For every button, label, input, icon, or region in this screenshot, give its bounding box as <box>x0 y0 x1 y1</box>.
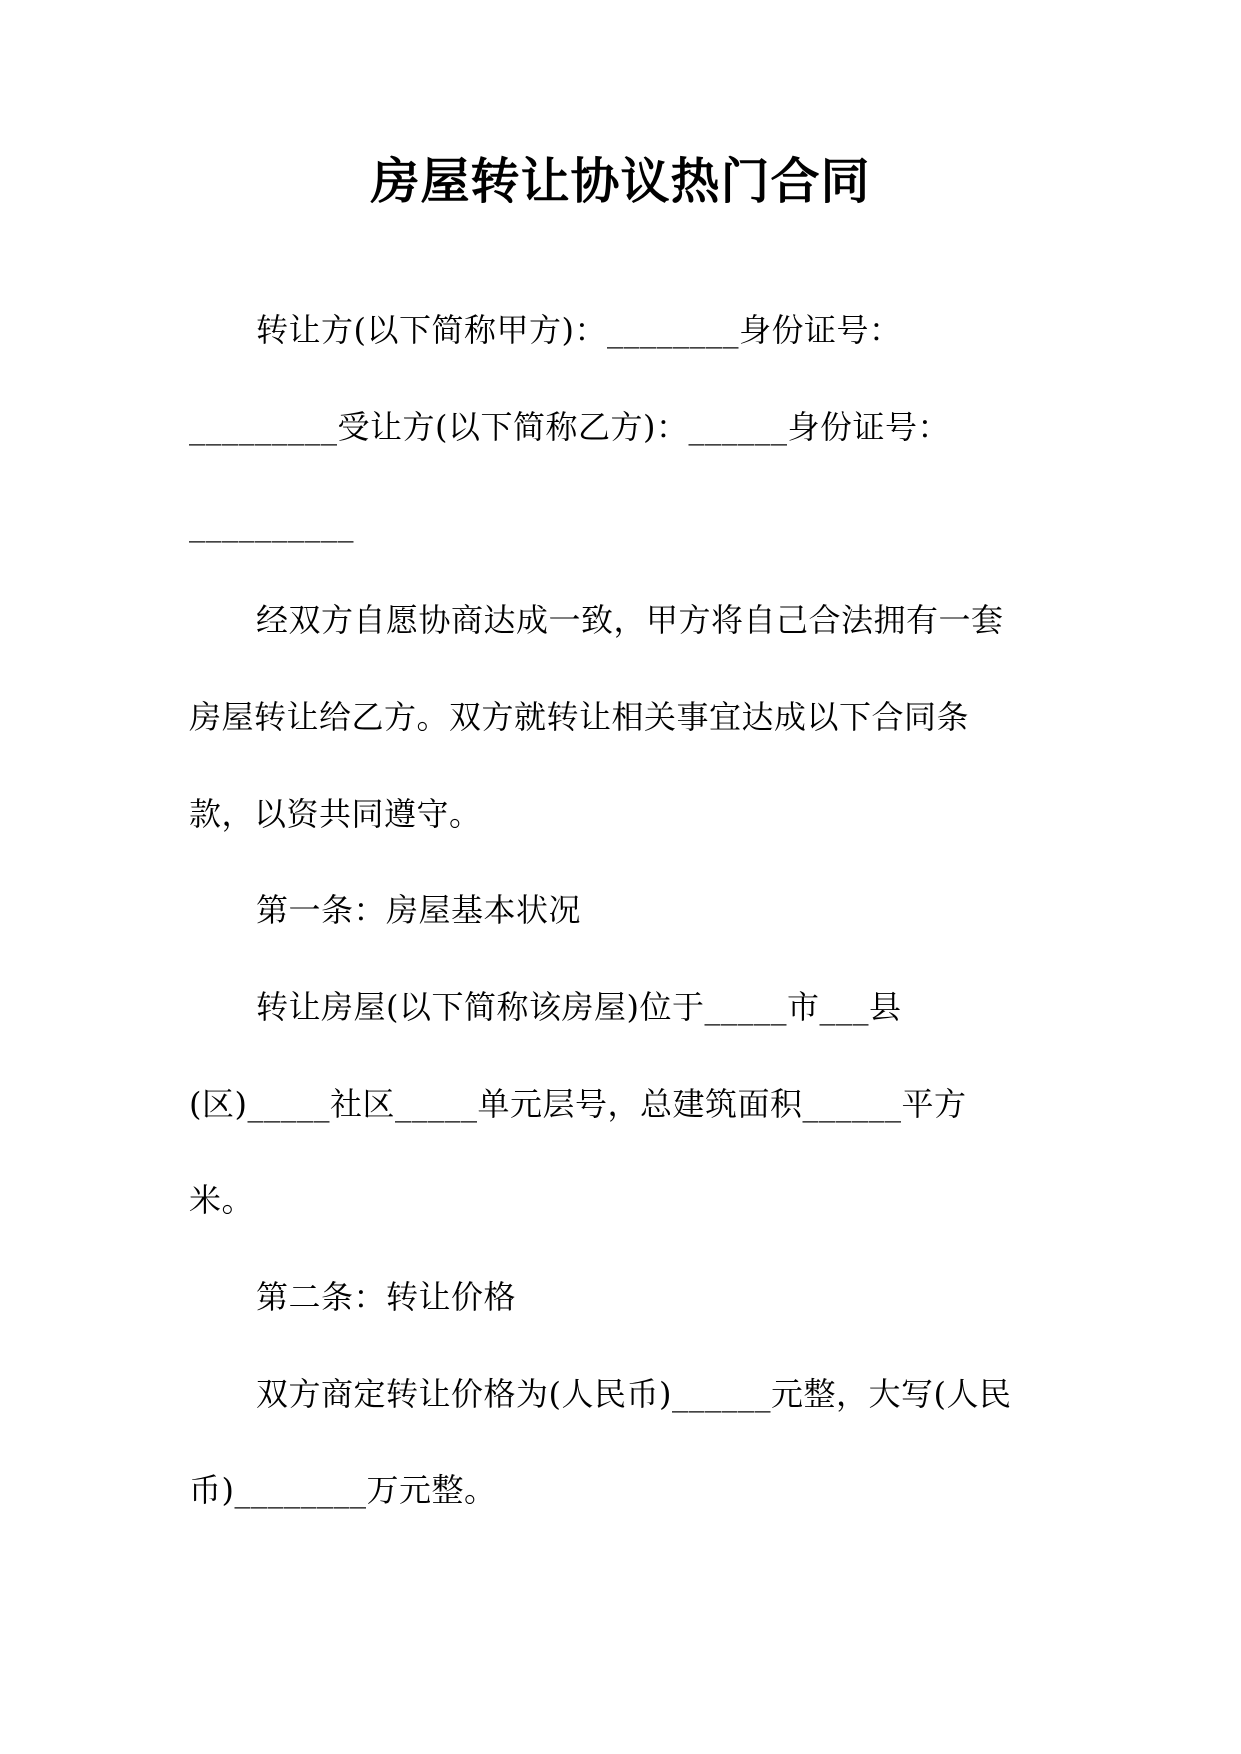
document-title: 房屋转让协议热门合同 <box>370 152 871 210</box>
paragraph-line-intro-3: 款，以资共同遵守。 <box>189 795 482 833</box>
paragraph-line-id-blank: __________ <box>189 505 354 543</box>
article-2-line-1: 双方商定转让价格为(人民币)______元整，大写(人民 <box>256 1375 1012 1413</box>
paragraph-line-intro-1: 经双方自愿协商达成一致，甲方将自己合法拥有一套 <box>256 601 1004 639</box>
paragraph-line-transferee: _________受让方(以下简称乙方)：______身份证号： <box>189 408 950 446</box>
paragraph-line-transferor: 转让方(以下简称甲方)：________身份证号： <box>256 311 902 349</box>
article-2-heading: 第二条：转让价格 <box>256 1278 517 1316</box>
article-1-line-3: 米。 <box>189 1181 255 1219</box>
paragraph-line-intro-2: 房屋转让给乙方。双方就转让相关事宜达成以下合同条 <box>189 698 970 736</box>
article-1-heading: 第一条：房屋基本状况 <box>256 891 582 929</box>
article-2-line-2: 币)________万元整。 <box>189 1471 497 1509</box>
article-1-line-2: (区)_____社区_____单元层号，总建筑面积______平方 <box>189 1085 967 1123</box>
article-1-line-1: 转让房屋(以下简称该房屋)位于_____市___县 <box>256 988 902 1026</box>
